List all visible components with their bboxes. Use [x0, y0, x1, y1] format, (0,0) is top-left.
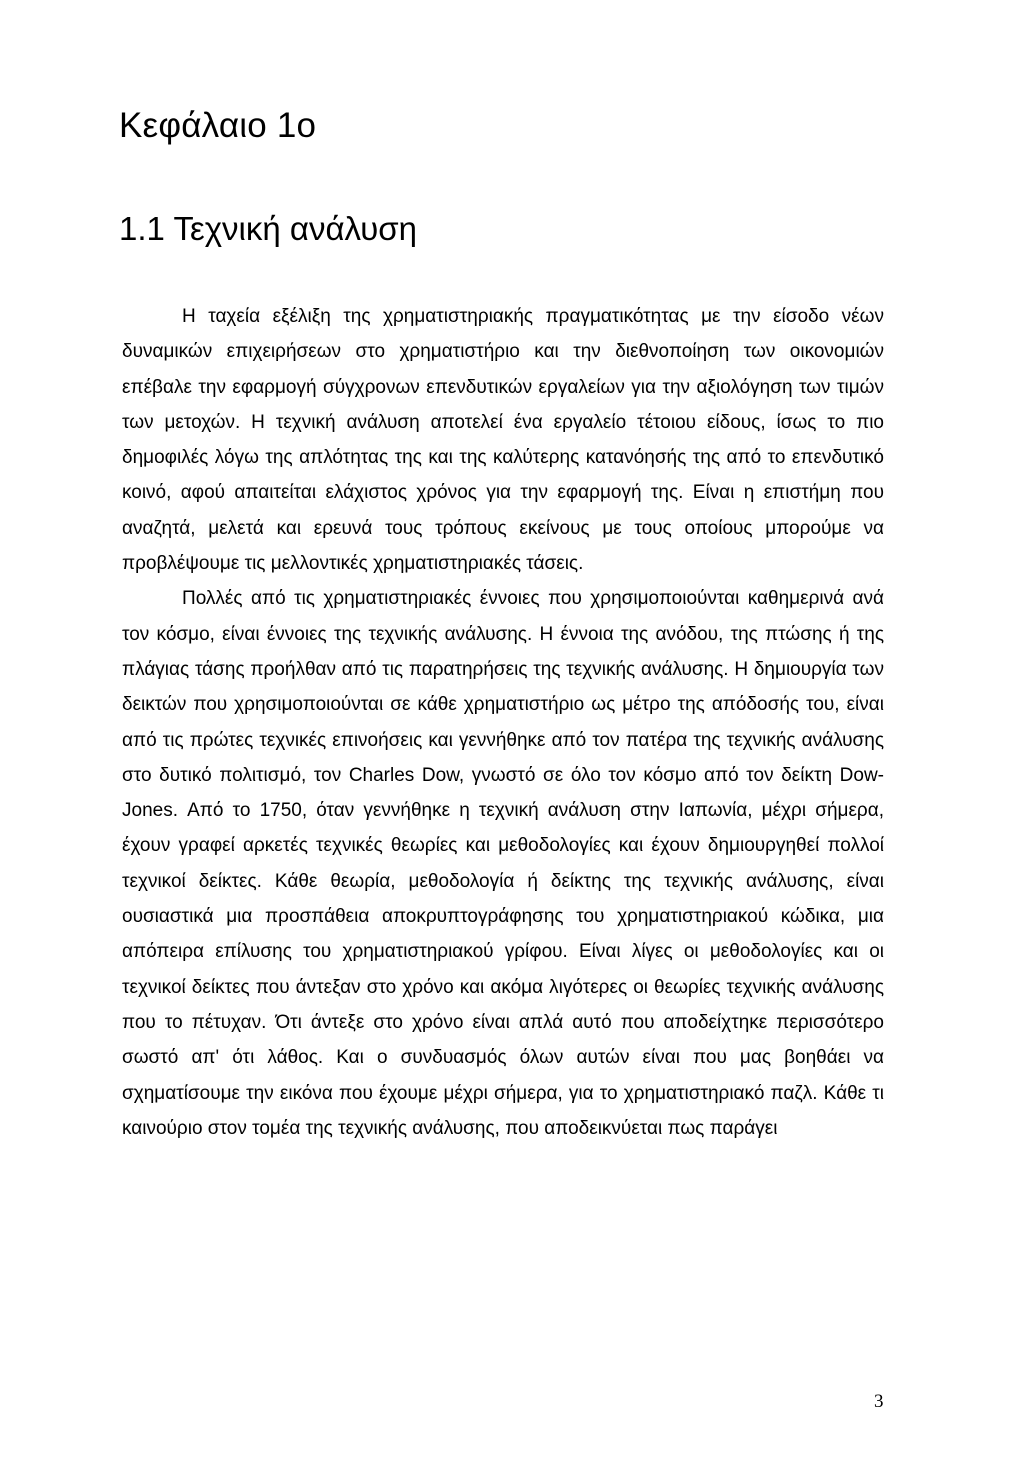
paragraph: Πολλές από τις χρηματιστηριακές έννοιες που χρησιμοποιούνται καθημερινά ανά τον κόσμο, είναι έννοιες της τεχνικής ανάλυσης. Η έννοια της ανόδου, της πτώσης ή της πλάγιας τάσης προήλθαν από τις παρατηρήσεις της τεχνικής ανάλυσης. Η δημιουργία των δεικτών που χρησιμοποιούνται σε κάθε χρηματιστήριο ως μέτρο της απόδοσής του, είναι από τις πρώτες τεχνικές επινοήσεις και γεννήθηκε από τον πατέρα της τεχνικής ανάλυσης στο δυτικό πολιτισμό, τον Charles Dow, γνωστό σε όλο τον κόσμο από τον δείκτη Dow-Jones. Από το 1750, όταν γεννήθηκε η τεχνική ανάλυση στην Ιαπωνία, μέχρι σήμερα, έχουν γραφεί αρκετές τεχνικές θεωρίες και μεθοδολογίες και έχουν δημιουργηθεί πολλοί τεχνικοί δείκτες. Κάθε θεωρία, μεθοδολογία ή δείκτης της τεχνικής ανάλυσης, είναι ουσιαστικά μια προσπάθεια αποκρυπτογράφησης του χρηματιστηριακού κώδικα, μια απόπειρα επίλυσης του χρηματιστηριακού γρίφου. Είναι λίγες οι μεθοδολογίες και οι τεχνικοί δείκτες που άντεξαν στο χρόνο και ακόμα λιγότερες οι θεωρίες τεχνικής ανάλυσης που το πέτυχαν. Ότι άντεξε στο χρόνο είναι απλά αυτό που αποδείχτηκε περισσότερο σωστό απ' ότι λάθος. Και ο συνδυασμός όλων αυτών είναι που μας βοηθάει να σχηματίσουμε την εικόνα που έχουμε μέχρι σήμερα, για το χρηματιστηριακό παζλ. Κάθε τι καινούριο στον τομέα της τεχνικής ανάλυσης, που αποδεικνύεται πως παράγει [122, 588, 884, 1139]
section-title: 1.1 Τεχνική ανάλυση [119, 210, 417, 247]
chapter-title: Κεφάλαιο 1ο [119, 106, 317, 145]
page-number: 3 [874, 1391, 884, 1412]
body-text [122, 299, 884, 1146]
paragraph: Η ταχεία εξέλιξη της χρηματιστηριακής πραγματικότητας με την είσοδο νέων δυναμικών επιχειρήσεων στο χρηματιστήριο και την διεθνοποίηση των οικονομιών επέβαλε την εφαρμογή σύγχρονων επενδυτικών εργαλείων για την αξιολόγηση των τιμών των μετοχών. Η τεχνική ανάλυση αποτελεί ένα εργαλείο τέτοιου είδους, ίσως το πιο δημοφιλές λόγω της απλότητας της και της καλύτερης κατανόησής της από το επενδυτικό κοινό, αφού απαιτείται ελάχιστος χρόνος για την εφαρμογή της. Είναι η επιστήμη που αναζητά, μελετά και ερευνά τους τρόπους εκείνους με τους οποίους μπορούμε να προβλέψουμε τις μελλοντικές χρηματιστηριακές τάσεις. [122, 306, 884, 575]
